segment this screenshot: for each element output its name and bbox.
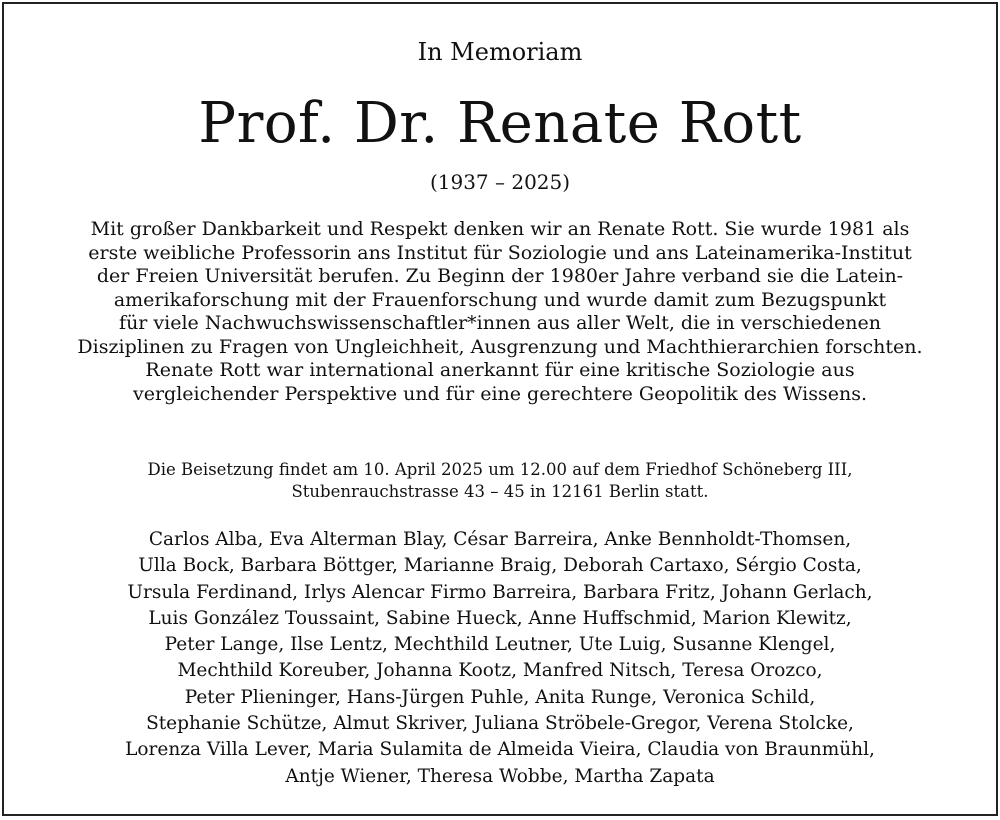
mourners-line: Lorenza Villa Lever, Maria Sulamita de Almeida Vieira, Claudia von Braunmühl, (125, 739, 875, 761)
mourners-line: Mechthild Koreuber, Johanna Kootz, Manfred Nitsch, Teresa Orozco, (177, 660, 823, 682)
in-memoriam-heading: In Memoriam (417, 38, 583, 66)
tribute-line: der Freien Universität berufen. Zu Beginn der 1980er Jahre verband sie die Latein- (96, 265, 904, 287)
mourners-list (4, 527, 996, 790)
tribute-line: Disziplinen zu Fragen von Ungleichheit, Ausgrenzung und Machthierarchien forschten. (77, 335, 923, 358)
mourners-line: Carlos Alba, Eva Alterman Blay, César Barreira, Anke Bennholdt-Thomsen, (148, 529, 852, 550)
tribute-line: amerikaforschung mit der Frauenforschung und wurde damit zum Bezugspunkt (113, 288, 887, 311)
life-dates: (1937 – 2025) (429, 170, 571, 194)
funeral-line: Die Beisetzung findet am 10. April 2025 um 12.00 auf dem Friedhof Schöneberg III, (147, 460, 853, 479)
obituary-notice (2, 2, 998, 816)
funeral-line: Stubenrauchstrasse 43 – 45 in 12161 Berlin statt. (291, 482, 709, 501)
tribute-line: erste weibliche Professorin ans Institut für Soziologie und ans Lateinamerika-Institut (88, 241, 912, 264)
deceased-name: Prof. Dr. Renate Rott (198, 91, 802, 156)
tribute-line: Mit großer Dankbarkeit und Respekt denken wir an Renate Rott. Sie wurde 1981 als (90, 218, 910, 240)
tribute-line: vergleichender Perspektive und für eine gerechtere Geopolitik des Wissens. (132, 382, 868, 405)
mourners-line: Ulla Bock, Barbara Böttger, Marianne Braig, Deborah Cartaxo, Sérgio Costa, (138, 555, 862, 577)
mourners-line: Ursula Ferdinand, Irlys Alencar Firmo Barreira, Barbara Fritz, Johann Gerlach, (127, 581, 873, 603)
mourners-line: Peter Plieninger, Hans-Jürgen Puhle, Anita Runge, Veronica Schild, (184, 686, 816, 708)
mourners-line: Luis González Toussaint, Sabine Hueck, Anne Huffschmid, Marion Klewitz, (148, 607, 852, 629)
tribute-line: Renate Rott war international anerkannt für eine kritische Soziologie aus (145, 359, 855, 381)
tribute-paragraph (4, 218, 996, 406)
mourners-line: Peter Lange, Ilse Lentz, Mechthild Leutner, Ute Luig, Susanne Klengel, (164, 634, 836, 656)
tribute-line: für viele Nachwuchswissenschaftler*innen aus aller Welt, die in verschiedenen (119, 312, 881, 334)
mourners-line: Antje Wiener, Theresa Wobbe, Martha Zapata (285, 765, 715, 787)
mourners-line: Stephanie Schütze, Almut Skriver, Juliana Ströbele-Gregor, Verena Stolcke, (146, 713, 854, 735)
funeral-info (4, 459, 996, 503)
